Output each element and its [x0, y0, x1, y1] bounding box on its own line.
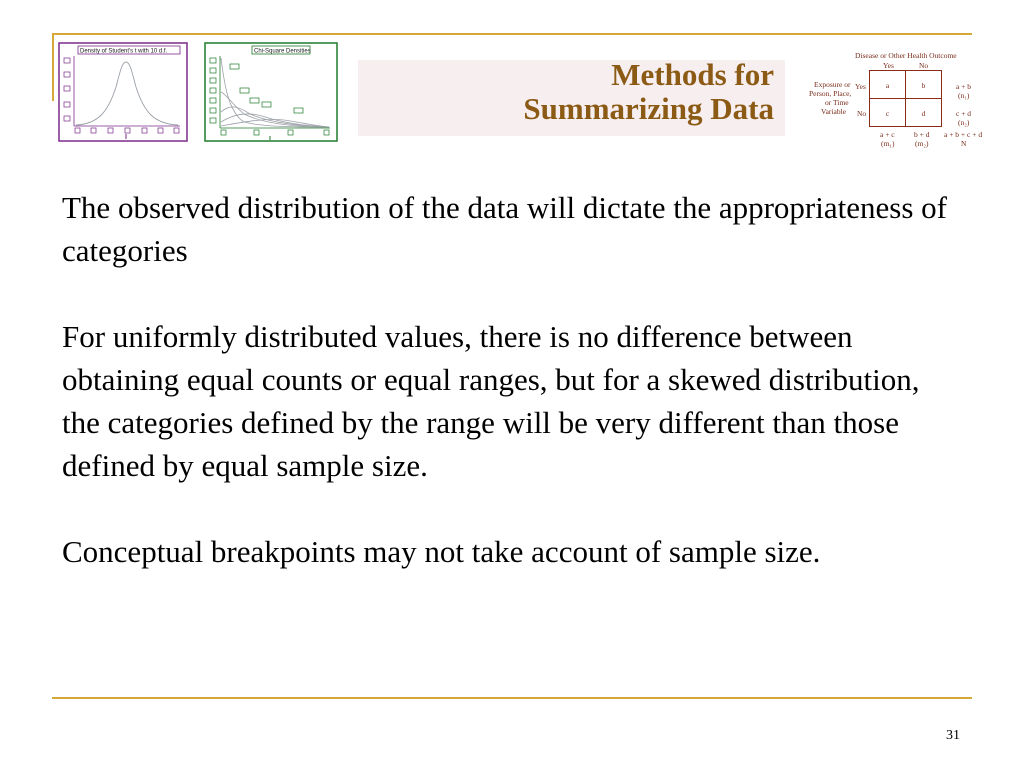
col-total-2-sub: (m₂)	[915, 139, 929, 148]
bottom-rule	[52, 697, 972, 699]
chi-square-thumbnail	[204, 42, 338, 142]
slide-title	[523, 58, 774, 126]
top-rule	[52, 33, 972, 35]
paragraph-2: For uniformly distributed values, there is no difference between obtaining equal counts or equal ranges, but for a skewed distribution, the categories defined by the range will be very different than those defined by equal sample size.	[62, 319, 920, 483]
row-total-1-sub: (n₁)	[958, 91, 970, 100]
row-label-line-1: Exposure or	[814, 80, 851, 89]
col-total-1: a + c	[880, 130, 895, 139]
page-number: 31	[946, 728, 960, 743]
row-total-2-sub: (n₂)	[958, 118, 970, 127]
row-label-line-3: or Time	[825, 98, 849, 107]
slide-body	[62, 186, 962, 616]
row-yes-label: Yes	[855, 82, 866, 91]
row-label-line-2: Person, Place,	[809, 89, 852, 98]
col-yes-label: Yes	[883, 61, 894, 70]
cell-a: a	[869, 70, 906, 99]
row-total-2: c + d	[956, 109, 972, 118]
table-header: Disease or Other Health Outcome	[855, 51, 957, 60]
chi-square-title: Chi-Square Densities	[254, 48, 311, 55]
t-density-title: Density of Student's t with 10 d.f.	[80, 48, 168, 55]
row-label-line-4: Variable	[821, 107, 846, 116]
row-total-1: a + b	[956, 82, 972, 91]
cell-d: d	[905, 98, 942, 127]
grand-total: a + b + c + d	[944, 130, 983, 139]
title-line-2: Summarizing Data	[523, 91, 774, 126]
col-no-label: No	[919, 61, 929, 70]
contingency-table	[800, 48, 1000, 150]
cell-c: c	[869, 98, 906, 127]
col-total-1-sub: (m₁)	[881, 139, 895, 148]
row-no-label: No	[857, 109, 867, 118]
t-density-thumbnail	[58, 42, 188, 142]
left-rule	[52, 33, 54, 101]
col-total-2: b + d	[914, 130, 930, 139]
paragraph-3: Conceptual breakpoints may not take account of sample size.	[62, 534, 821, 569]
paragraph-1: The observed distribution of the data will dictate the appropriateness of categories	[62, 190, 947, 268]
grand-total-sub: N	[961, 139, 967, 148]
cell-b: b	[905, 70, 942, 99]
title-line-1: Methods for	[611, 57, 774, 92]
